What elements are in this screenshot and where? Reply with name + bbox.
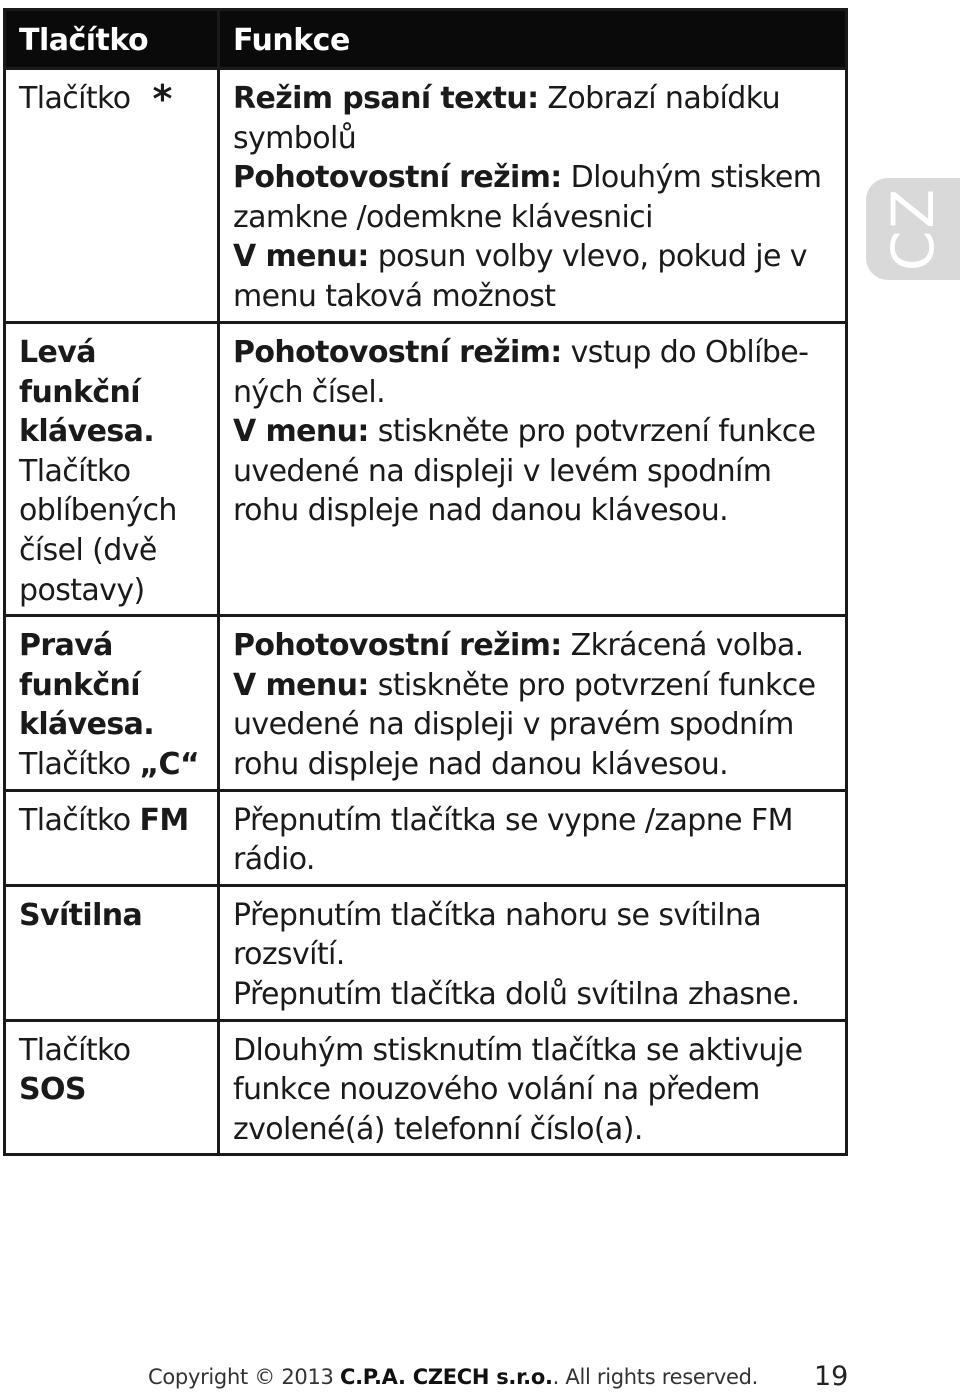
function-cell-left-soft-key: Pohotovostní režim: vstup do Oblíbe- ných čísel. V menu: stiskněte pro potvrzení funkce uvedené na displeji v levém spodním rohu displeje nad danou klávesou. <box>219 323 847 616</box>
table-row <box>5 1020 847 1155</box>
header-key: Tlačítko <box>5 10 219 69</box>
table-row <box>5 69 847 323</box>
page-number: 19 <box>814 1361 849 1392</box>
function-cell-star: Režim psaní textu: Zobrazí nabídku symbolů Pohotovostní režim: Dlouhým stiskem zamkne /odemkne klávesnici V menu: posun volby vlevo, pokud je v menu taková možnost <box>219 69 847 323</box>
table-header-row <box>5 10 847 69</box>
key-cell-sos: Tlačítko SOS <box>5 1020 219 1155</box>
key-cell-right-soft-key: Pravá funkční klávesa. Tlačítko „C“ <box>5 616 219 790</box>
key-cell-star: Tlačítko * <box>5 69 219 323</box>
function-cell-right-soft-key: Pohotovostní režim: Zkrácená volba. V menu: stiskněte pro potvrzení funkce uvedené na displeji v pravém spodním rohu displeje nad danou klávesou. <box>219 616 847 790</box>
key-cell-flashlight: Svítilna <box>5 885 219 1020</box>
table-row <box>5 323 847 616</box>
key-function-table <box>3 8 848 1156</box>
key-cell-left-soft-key: Levá funkční klávesa. Tlačítko oblíbených čísel (dvě postavy) <box>5 323 219 616</box>
function-cell-fm: Přepnutím tlačítka se vypne /zapne FM rádio. <box>219 790 847 885</box>
language-side-tab <box>866 178 960 280</box>
function-cell-sos: Dlouhým stisknutím tlačítka se aktivuje funkce nouzového volání na předem zvolené(á) telefonní číslo(a). <box>219 1020 847 1155</box>
header-function: Funkce <box>219 10 847 69</box>
company-name: C.P.A. CZECH s.r.o. <box>339 1365 553 1389</box>
table-row <box>5 790 847 885</box>
table-row <box>5 616 847 790</box>
copyright-footer: Copyright © 2013 C.P.A. CZECH s.r.o.. All rights reserved. <box>148 1365 758 1389</box>
function-cell-flashlight: Přepnutím tlačítka nahoru se svítilna rozsvítí. Přepnutím tlačítka dolů svítilna zhasne. <box>219 885 847 1020</box>
language-tab-label: CZ <box>879 186 947 272</box>
table-row <box>5 885 847 1020</box>
star-key-icon: * <box>152 77 172 121</box>
key-cell-fm: Tlačítko FM <box>5 790 219 885</box>
